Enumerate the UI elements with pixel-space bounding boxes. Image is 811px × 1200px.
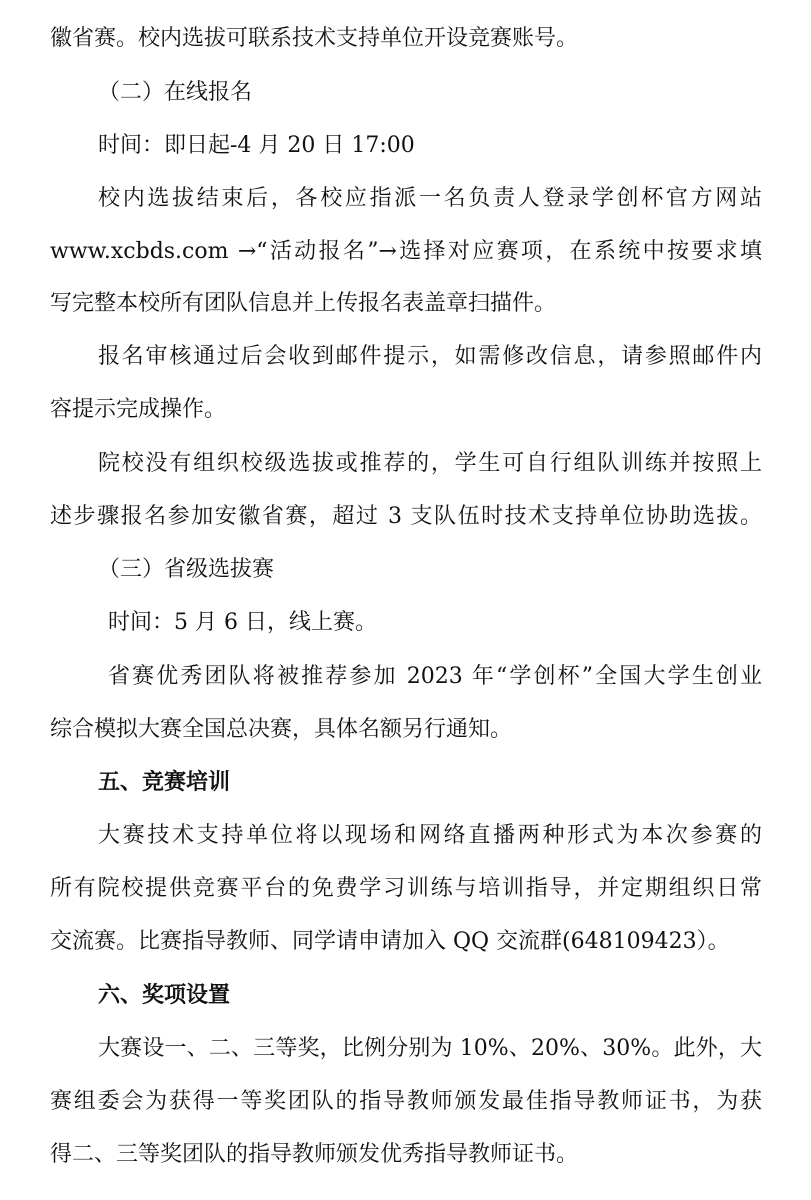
paragraph-line: 写完整本校所有团队信息并上传报名表盖章扫描件。 [50, 291, 557, 316]
paragraph-line: 容提示完成操作。 [50, 397, 227, 422]
paragraph-line: 所有院校提供竞赛平台的免费学习训练与培训指导，并定期组织日常 [50, 876, 762, 901]
paragraph-line: 校内选拔结束后，各校应指派一名负责人登录学创杯官方网站 [98, 186, 762, 211]
paragraph-line: 综合模拟大赛全国总决赛，具体名额另行通知。 [50, 717, 513, 742]
paragraph-line: 报名审核通过后会收到邮件提示，如需修改信息，请参照邮件内 [98, 344, 762, 369]
subsection-heading-online-registration: （二）在线报名 [98, 80, 253, 105]
section-heading-awards: 六、奖项设置 [98, 983, 231, 1008]
paragraph-line: 赛组委会为获得一等奖团队的指导教师颁发最佳指导教师证书，为获 [50, 1089, 762, 1114]
paragraph-line: 时间：即日起-4 月 20 日 17:00 [98, 133, 415, 158]
paragraph-line: 大赛技术支持单位将以现场和网络直播两种形式为本次参赛的 [98, 823, 762, 848]
section-heading-training: 五、竞赛培训 [98, 770, 231, 795]
paragraph-line: 院校没有组织校级选拔或推荐的，学生可自行组队训练并按照上 [98, 451, 762, 476]
subsection-heading-provincial-selection: （三）省级选拔赛 [98, 557, 275, 582]
paragraph-line: 得二、三等奖团队的指导教师颁发优秀指导教师证书。 [50, 1142, 579, 1167]
paragraph-line: 徽省赛。校内选拔可联系技术支持单位开设竞赛账号。 [50, 26, 579, 51]
paragraph-line: 时间：5 月 6 日，线上赛。 [108, 610, 377, 635]
paragraph-line: www.xcbds.com →“活动报名”→选择对应赛项，在系统中按要求填 [50, 239, 762, 264]
paragraph-line: 省赛优秀团队将被推荐参加 2023 年“学创杯”全国大学生创业 [108, 664, 762, 689]
paragraph-line: 交流赛。比赛指导教师、同学请申请加入 QQ 交流群(648109423）。 [50, 929, 730, 954]
paragraph-line: 大赛设一、二、三等奖，比例分别为 10%、20%、30%。此外，大 [98, 1036, 762, 1061]
paragraph-line: 述步骤报名参加安徽省赛，超过 3 支队伍时技术支持单位协助选拔。 [50, 504, 762, 529]
